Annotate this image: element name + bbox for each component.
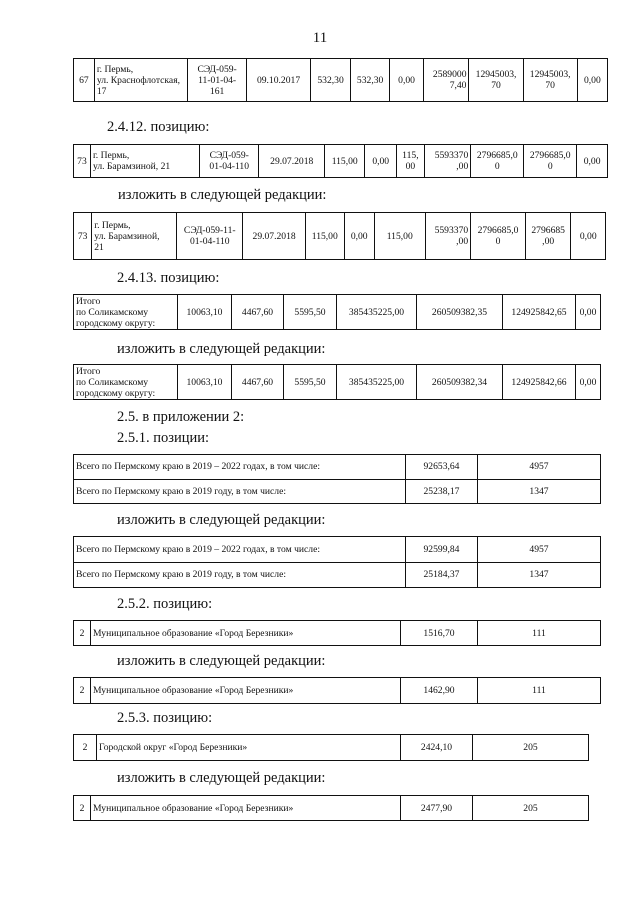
table-cell: 92599,84 [406,537,478,563]
table-cell: 0,00 [571,213,606,260]
heading-2-5-2: 2.5.2. позицию: [117,596,213,612]
table-cell: 5595,50 [284,365,337,400]
table-row [74,213,606,260]
table-cell: 2477,90 [401,796,473,821]
table-cell: 0,00 [577,59,607,102]
table-cell: 115,00 [306,213,345,260]
table-cell: 10063,10 [178,365,232,400]
table-cell: 2796685,0 0 [524,145,577,178]
heading-new-edition-3: изложить в следующей редакции: [117,512,326,528]
table-berezniki-new-2 [73,795,589,821]
table-cell: 12945003, 70 [469,59,523,102]
table-row [74,365,601,400]
table-cell: 0,00 [390,59,423,102]
table-cell: 2796685,0 0 [471,145,524,178]
table-cell: 29.07.2018 [259,145,325,178]
table-cell: г. Пермь, ул. Краснофлотская, 17 [94,59,188,102]
table-row [74,455,601,480]
table-cell: 2 [74,621,91,646]
table-cell: 2 [74,735,97,761]
table-cell: 0,00 [577,145,608,178]
table-row [74,537,601,563]
table-cell: 5595,50 [284,295,337,330]
table-cell: 2589000 7,40 [423,59,469,102]
table-cell: 0,00 [576,295,601,330]
table-cell: 2424,10 [401,735,473,761]
table-cell: 111 [478,621,601,646]
table-row [74,678,601,704]
page-number: 11 [312,30,328,46]
table-cell: 124925842,66 [503,365,576,400]
table-cell: 4467,60 [232,295,284,330]
table-cell: 115,00 [325,145,365,178]
table-cell: 09.10.2017 [246,59,311,102]
table-cell: 205 [473,796,589,821]
table-cell: 0,00 [344,213,374,260]
table-cell: 260509382,35 [417,295,503,330]
table-cell: 532,30 [311,59,351,102]
table-cell: СЭД-059- 11-01-04- 161 [188,59,246,102]
table-cell: 4957 [478,537,601,563]
table-cell: Всего по Пермскому краю в 2019 – 2022 годах, в том числе: [74,455,406,480]
table-cell: 0,00 [365,145,397,178]
table-cell: 115,00 [374,213,425,260]
table-object-73-new [73,212,606,260]
table-berezniki-old [73,620,601,646]
table-cell: СЭД-059- 01-04-110 [200,145,259,178]
table-totals-perm-old [73,454,601,504]
table-row [74,59,608,102]
heading-new-edition-2: изложить в следующей редакции: [117,341,326,357]
heading-2-4-12: 2.4.12. позицию: [107,119,210,135]
heading-new-edition-4: изложить в следующей редакции: [117,653,326,669]
table-cell: 67 [74,59,95,102]
table-cell: 5593370 ,00 [424,145,471,178]
table-cell: СЭД-059-11- 01-04-110 [177,213,243,260]
table-cell: 4957 [478,455,601,480]
table-cell: Муниципальное образование «Город Березники» [91,678,401,704]
table-row [74,145,608,178]
table-total-solikamsk-new [73,364,601,400]
table-cell: 1462,90 [401,678,478,704]
table-cell: 12945003, 70 [523,59,577,102]
table-total-solikamsk-old [73,294,601,330]
table-cell: 532,30 [350,59,390,102]
table-cell: 385435225,00 [337,365,417,400]
table-cell: Всего по Пермскому краю в 2019 – 2022 годах, в том числе: [74,537,406,563]
table-row [74,295,601,330]
table-object-73-old [73,144,608,178]
table-cell: 25184,37 [406,562,478,588]
table-totals-perm-new [73,536,601,588]
table-cell: 73 [74,145,91,178]
table-cell: г. Пермь, ул. Барамзиной, 21 [90,145,199,178]
table-cell: 5593370 ,00 [425,213,471,260]
table-berezniki-new [73,677,601,704]
table-object-67 [73,58,608,102]
table-cell: 2796685 ,00 [525,213,571,260]
table-row [74,735,589,761]
heading-2-5-3: 2.5.3. позицию: [117,710,213,726]
table-cell: Муниципальное образование «Город Березники» [91,796,401,821]
table-cell: 205 [473,735,589,761]
table-berezniki-gorod-okrug [73,734,589,761]
table-cell: Городской округ «Город Березники» [97,735,401,761]
table-cell: 1347 [478,562,601,588]
table-cell: 385435225,00 [337,295,417,330]
table-cell: 1347 [478,479,601,504]
heading-new-edition-5: изложить в следующей редакции: [117,770,326,786]
table-cell: 2 [74,678,91,704]
table-row [74,479,601,504]
table-cell: 73 [74,213,92,260]
table-cell: Всего по Пермскому краю в 2019 году, в том числе: [74,479,406,504]
table-cell: 111 [478,678,601,704]
table-row [74,621,601,646]
table-cell: 260509382,34 [417,365,503,400]
table-cell: Всего по Пермскому краю в 2019 году, в том числе: [74,562,406,588]
heading-2-5: 2.5. в приложении 2: [117,409,245,425]
table-cell: 0,00 [576,365,601,400]
heading-2-4-13: 2.4.13. позицию: [117,270,220,286]
table-cell: 29.07.2018 [243,213,306,260]
table-cell: 124925842,65 [503,295,576,330]
table-cell: 10063,10 [178,295,232,330]
table-cell: г. Пермь, ул. Барамзиной, 21 [92,213,177,260]
heading-new-edition-1: изложить в следующей редакции: [118,187,327,203]
table-cell: Итого по Соликамскому городскому округу: [74,295,178,330]
table-cell: 4467,60 [232,365,284,400]
table-cell: Муниципальное образование «Город Березники» [91,621,401,646]
table-row [74,562,601,588]
table-row [74,796,589,821]
heading-2-5-1: 2.5.1. позиции: [117,430,210,446]
table-cell: 2 [74,796,91,821]
table-cell: 2796685,0 0 [471,213,526,260]
table-cell: 92653,64 [406,455,478,480]
table-cell: Итого по Соликамскому городскому округу: [74,365,178,400]
table-cell: 25238,17 [406,479,478,504]
table-cell: 1516,70 [401,621,478,646]
table-cell: 115, 00 [397,145,425,178]
